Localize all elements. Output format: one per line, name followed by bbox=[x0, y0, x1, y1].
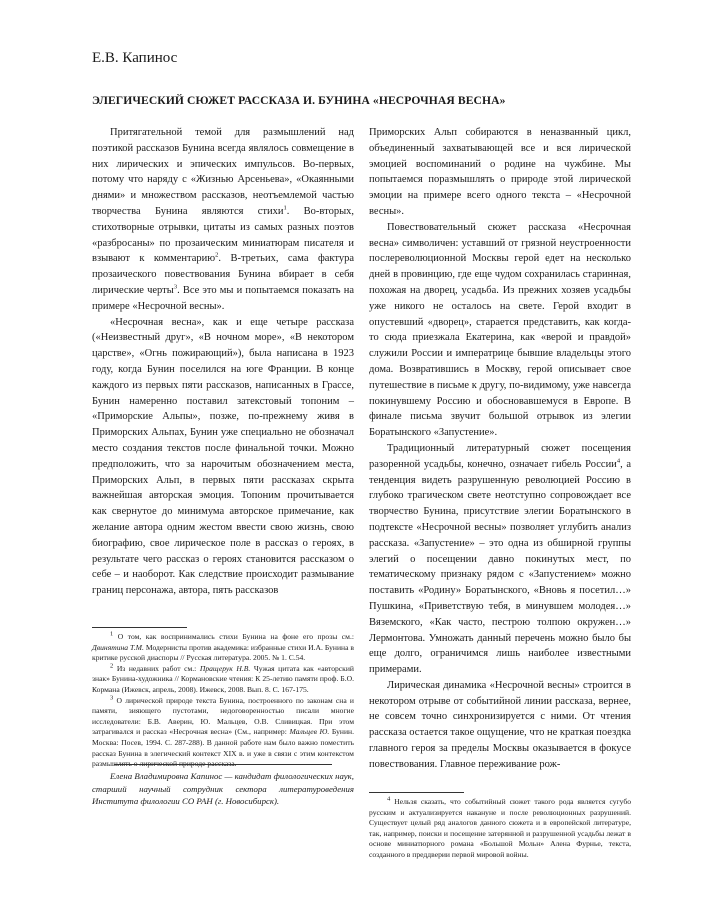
text-span: О том, как воспринимались стихи Бунина на фоне его прозы см.: bbox=[117, 632, 354, 641]
footnote-ref-2[interactable]: 2 bbox=[215, 251, 219, 259]
text-span: . В-третьих, сама фактура прозаического повествования Бунина вбирает в себя лирические черты bbox=[92, 253, 354, 296]
footnotes-left bbox=[92, 632, 354, 770]
author-bio: Елена Владимировна Капинос — кандидат филологических наук, старший научный сотрудник сектора литературоведения Института филологии СО РАН (г. Новосибирск). bbox=[92, 771, 354, 806]
article-title: ЭЛЕГИЧЕСКИЙ СЮЖЕТ РАССКАЗА И. БУНИНА «НЕСРОЧНАЯ ВЕСНА» bbox=[92, 94, 506, 107]
text-span: . Во-вторых, стихотворные отрывки, цитаты из самых разных поэтов «разбросаны» по прозаическим миниатюрам писателя и взывают к комментарию bbox=[92, 205, 354, 265]
bio-separator bbox=[114, 764, 332, 765]
cited-author: Двинятина Т.М. bbox=[92, 642, 144, 652]
paragraph-dynamics: Лирическая динамика «Несрочной весны» строится в некотором отрыве от событийной линии рассказа, вернее, не совсем точно синхронизируется с ними. От чтения рассказа остается такое ощущение, что не краткая поездка главного героя за пределы Москвы оказывается в фокусе повествования. Главное переживание рож- bbox=[369, 679, 631, 770]
text-span: . Все это мы и попытаемся показать на примере «Несрочной весны». bbox=[92, 284, 355, 312]
footnote-number-4: 4 bbox=[387, 795, 391, 803]
paragraph-tradition bbox=[369, 441, 631, 678]
paragraph-continued: Приморских Альп собираются в неназванный цикл, объединенный захватывающей все и вся лирической эмоцией воспоминаний о родине на чужбине. Мы попытаемся поразмышлять о природе этой лирической эмоции на примере всего одного текста – «Несрочной весны». bbox=[369, 127, 631, 217]
cited-author: Пращерук Н.В. bbox=[199, 663, 251, 673]
footnote-1 bbox=[92, 632, 354, 664]
paragraph-history: «Несрочная весна», как и еще четыре рассказа («Неизвестный друг», «В ночном море», «В некотором царстве», «Огнь пожирающий»), была написана в 1923 году, когда Бунин поселился на юге Франции. В конце каждого из первых пяти рассказов, написанных в Грассе, Бунин намеренно поставил затекстовый топоним – «Приморские Альпы», позже, по-прежнему живя в Приморских Альпах, Бунин уже специально не обозначал место создания текстов после финальной точки. Можно предположить, что за нарочитым обозначением места, Приморских Альп, в первых пяти рассказах скрыта важнейшая авторская эмоция. Топоним прочитывается как свернутое до минимума авторское примечание, как желание автора одним жестом ввести свою жизнь, свою биографию, свое лирическое поле в рассказ о героях, в результате чего рассказ о героях становится рассказом о себе – и наоборот. Как следствие происходит размывание границ персонажа, автора, пять рассказов bbox=[92, 316, 354, 597]
footnote-ref-1[interactable]: 1 bbox=[283, 204, 287, 212]
paragraph-intro bbox=[92, 125, 354, 315]
footnote-ref-3[interactable]: 3 bbox=[173, 283, 178, 291]
text-span: Из недавних работ см.: bbox=[116, 663, 200, 673]
text-span: , а тенденция видеть разрушенную революцией Россию в глубоко трагическом свете неотступно сопровождает все творчество Бунина, присутствие элегии Боратынского в подтексте «Несрочной весны» позволяет углубить анализ рассказа. «Запустение» – это одна из обширной группы элегий о посещении давно покинутых мест, по тематическому признаку рядом с «Запустением» можно поставить «Родину» Боратынского, «Вновь я посетил…» Пушкина, «Приветствую тебя, в минувшем молодея…» Вяземского, «Как часто, пестрою толпою окружен…» Лермонтова. Умножать данный перечень можно было бы еще долго, ограничимся лишь наиболее известными примерами. bbox=[369, 458, 631, 676]
text-span: Модернисты против академика: избранные стихи И.А. Бунина в критике русской диаспоры // Русская литература. 2005. № 1. С.54. bbox=[92, 642, 354, 663]
footnote-2 bbox=[92, 664, 354, 696]
footnote-4 bbox=[369, 797, 631, 861]
footnote-ref-4[interactable]: 4 bbox=[616, 457, 621, 465]
text-span: Традиционный литературный сюжет посещения разоренной усадьбы, конечно, означает гибель России bbox=[369, 442, 631, 470]
footnote-number-2: 2 bbox=[110, 662, 114, 670]
footnotes-right bbox=[369, 797, 631, 861]
text-span: Нельзя сказать, что событийный сюжет такого рода является сугубо русским и актуализируется накануне и после революционных разрушений. Существует целый ряд аналогов данного сюжета и в европейской литературе, так, например, поиски и посещение затерянной и разрушенной усадьбы лежат в основе миниатюрного романа «Большой Мольн» Алена Фурнье, текста, созданного в преддверии первой мировой войны. bbox=[369, 797, 631, 859]
footnote-separator-left bbox=[92, 627, 187, 628]
footnote-number-3: 3 bbox=[110, 694, 114, 702]
footnote-separator-right bbox=[369, 792, 464, 793]
paragraph-plot: Повествовательный сюжет рассказа «Несрочная весна» символичен: уставший от грязной неустроенности послереволюционной Москвы герой едет на несколько дней в провинцию, где еще чудом сохранилась старинная, похожая на дворец, усадьба. Из прежних хозяев усадьбы уже никого не осталось на свете. Герой входит в опустевший «дворец», старается представить, как когда-то сюда приезжала Екатерина, как «верой и правдой» служили России и императрице бывшие владельцы этого дома. Возвратившись в Москву, герой описывает свое путешествие в письме к другу, по-видимому, уже навсегда покинувшему Россию и обосновавшемуся в Европе. В финале письма звучит большой отрывок из элегии Боратынского «Запустение». bbox=[369, 221, 631, 439]
author-name: Е.В. Капинос bbox=[92, 50, 178, 66]
text-span: Чужая цитата как «авторский знак» Бунина-художника // Кормановские чтения: К 25-летию памяти проф. Б.О. Кормана (Ижевск, апрель, 2008). Ижевск, 2008. Вып. 8. С. 167-175. bbox=[92, 663, 354, 694]
text-span: О лирической природе текста Бунина, построенного по законам сна и памяти, зияющего пустотами, недоговоренностью писали многие исследователи: Б.В. Аверин, Ю. Мальцев, О.В. Сливицкая. При этом затрагивался и рассказ «Несрочная весна» (См., например: bbox=[92, 695, 354, 737]
cited-author: Мальцев Ю. bbox=[289, 727, 330, 737]
right-column bbox=[369, 125, 631, 773]
left-column bbox=[92, 125, 354, 599]
footnote-number-1: 1 bbox=[110, 630, 114, 638]
text-span: Бунин. Москва: Посев, 1994. С. 287-288). В данной работе нам было важно поместить рассказ Бунина в элегический контекст XIX в. и уже в связи с этим контекстом размышлять о лирической природе рассказа. bbox=[92, 727, 354, 769]
text-span: Притягательной темой для размышлений над поэтикой рассказов Бунина всегда являлось совмещение в них лирических и эпических импульсов. Во-первых, потому что наряду с «Жизнью Арсеньева», «Окаянными днями» и множеством рассказов, неотъемлемой частью творчества Бунина являются стихи bbox=[92, 127, 354, 217]
footnote-3 bbox=[92, 696, 354, 770]
